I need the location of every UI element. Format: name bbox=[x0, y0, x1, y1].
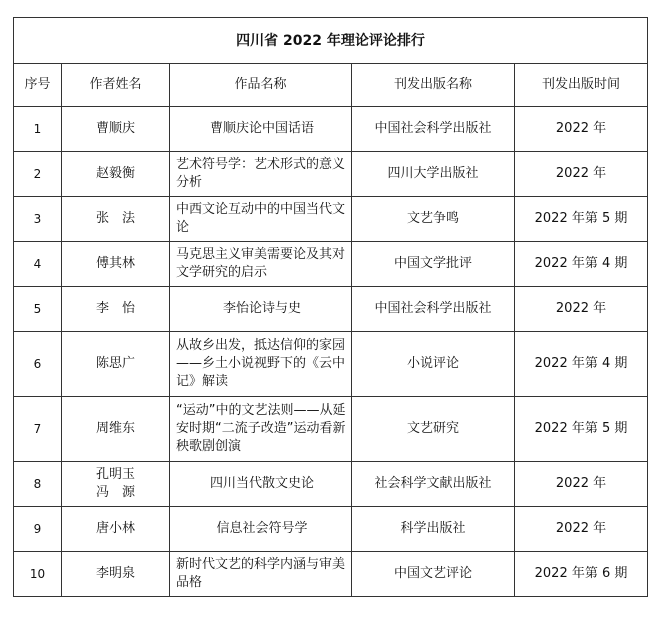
row-work: 新时代文艺的科学内涵与审美品格 bbox=[170, 552, 352, 597]
header-time: 刊发出版时间 bbox=[515, 64, 648, 107]
row-time: 2022 年 bbox=[515, 107, 648, 152]
row-work: 四川当代散文史论 bbox=[170, 462, 352, 507]
row-no: 1 bbox=[14, 107, 62, 152]
author-line: 孔明玉 bbox=[95, 467, 135, 482]
row-time: 2022 年 bbox=[515, 152, 648, 197]
header-row bbox=[14, 64, 648, 107]
row-publisher: 科学出版社 bbox=[352, 507, 515, 552]
row-no: 5 bbox=[14, 287, 62, 332]
row-time: 2022 年第 6 期 bbox=[515, 552, 648, 597]
row-author: 周维东 bbox=[62, 397, 170, 462]
row-publisher: 文艺争鸣 bbox=[352, 197, 515, 242]
row-work: 李怡论诗与史 bbox=[170, 287, 352, 332]
row-publisher: 四川大学出版社 bbox=[352, 152, 515, 197]
row-time: 2022 年第 4 期 bbox=[515, 332, 648, 397]
row-author bbox=[62, 462, 170, 507]
row-work: 从故乡出发，抵达信仰的家园——乡土小说视野下的《云中记》解读 bbox=[170, 332, 352, 397]
table-row bbox=[14, 332, 648, 397]
row-publisher: 中国文学批评 bbox=[352, 242, 515, 287]
row-work: 信息社会符号学 bbox=[170, 507, 352, 552]
row-author: 唐小林 bbox=[62, 507, 170, 552]
row-time: 2022 年第 4 期 bbox=[515, 242, 648, 287]
row-work: 曹顺庆论中国话语 bbox=[170, 107, 352, 152]
row-time: 2022 年 bbox=[515, 287, 648, 332]
row-author: 傅其林 bbox=[62, 242, 170, 287]
row-work: 艺术符号学：艺术形式的意义分析 bbox=[170, 152, 352, 197]
table-row bbox=[14, 242, 648, 287]
row-no: 7 bbox=[14, 397, 62, 462]
table-row bbox=[14, 287, 648, 332]
row-author: 赵毅衡 bbox=[62, 152, 170, 197]
row-no: 8 bbox=[14, 462, 62, 507]
row-author: 曹顺庆 bbox=[62, 107, 170, 152]
row-author: 张 法 bbox=[62, 197, 170, 242]
ranking-table bbox=[13, 17, 648, 597]
row-publisher: 中国社会科学出版社 bbox=[352, 107, 515, 152]
row-work: “运动”中的文艺法则——从延安时期“二流子改造”运动看新秧歌剧创演 bbox=[170, 397, 352, 462]
header-work: 作品名称 bbox=[170, 64, 352, 107]
author-line: 冯 源 bbox=[95, 485, 135, 500]
row-author: 陈思广 bbox=[62, 332, 170, 397]
row-author: 李 怡 bbox=[62, 287, 170, 332]
table-row bbox=[14, 507, 648, 552]
table-row bbox=[14, 197, 648, 242]
row-publisher: 中国社会科学出版社 bbox=[352, 287, 515, 332]
row-no: 10 bbox=[14, 552, 62, 597]
row-no: 4 bbox=[14, 242, 62, 287]
row-publisher: 文艺研究 bbox=[352, 397, 515, 462]
table-row bbox=[14, 397, 648, 462]
header-author: 作者姓名 bbox=[62, 64, 170, 107]
row-time: 2022 年 bbox=[515, 507, 648, 552]
row-no: 3 bbox=[14, 197, 62, 242]
table-title: 四川省 2022 年理论评论排行 bbox=[14, 18, 648, 64]
row-no: 6 bbox=[14, 332, 62, 397]
table-row bbox=[14, 552, 648, 597]
row-publisher: 社会科学文献出版社 bbox=[352, 462, 515, 507]
row-work: 马克思主义审美需要论及其对文学研究的启示 bbox=[170, 242, 352, 287]
table-row bbox=[14, 152, 648, 197]
row-author: 李明泉 bbox=[62, 552, 170, 597]
row-time: 2022 年第 5 期 bbox=[515, 397, 648, 462]
row-publisher: 小说评论 bbox=[352, 332, 515, 397]
row-work: 中西文论互动中的中国当代文论 bbox=[170, 197, 352, 242]
row-time: 2022 年 bbox=[515, 462, 648, 507]
table-row bbox=[14, 462, 648, 507]
header-publisher: 刊发出版名称 bbox=[352, 64, 515, 107]
row-no: 9 bbox=[14, 507, 62, 552]
row-publisher: 中国文艺评论 bbox=[352, 552, 515, 597]
row-no: 2 bbox=[14, 152, 62, 197]
table-row bbox=[14, 107, 648, 152]
row-time: 2022 年第 5 期 bbox=[515, 197, 648, 242]
header-no: 序号 bbox=[14, 64, 62, 107]
